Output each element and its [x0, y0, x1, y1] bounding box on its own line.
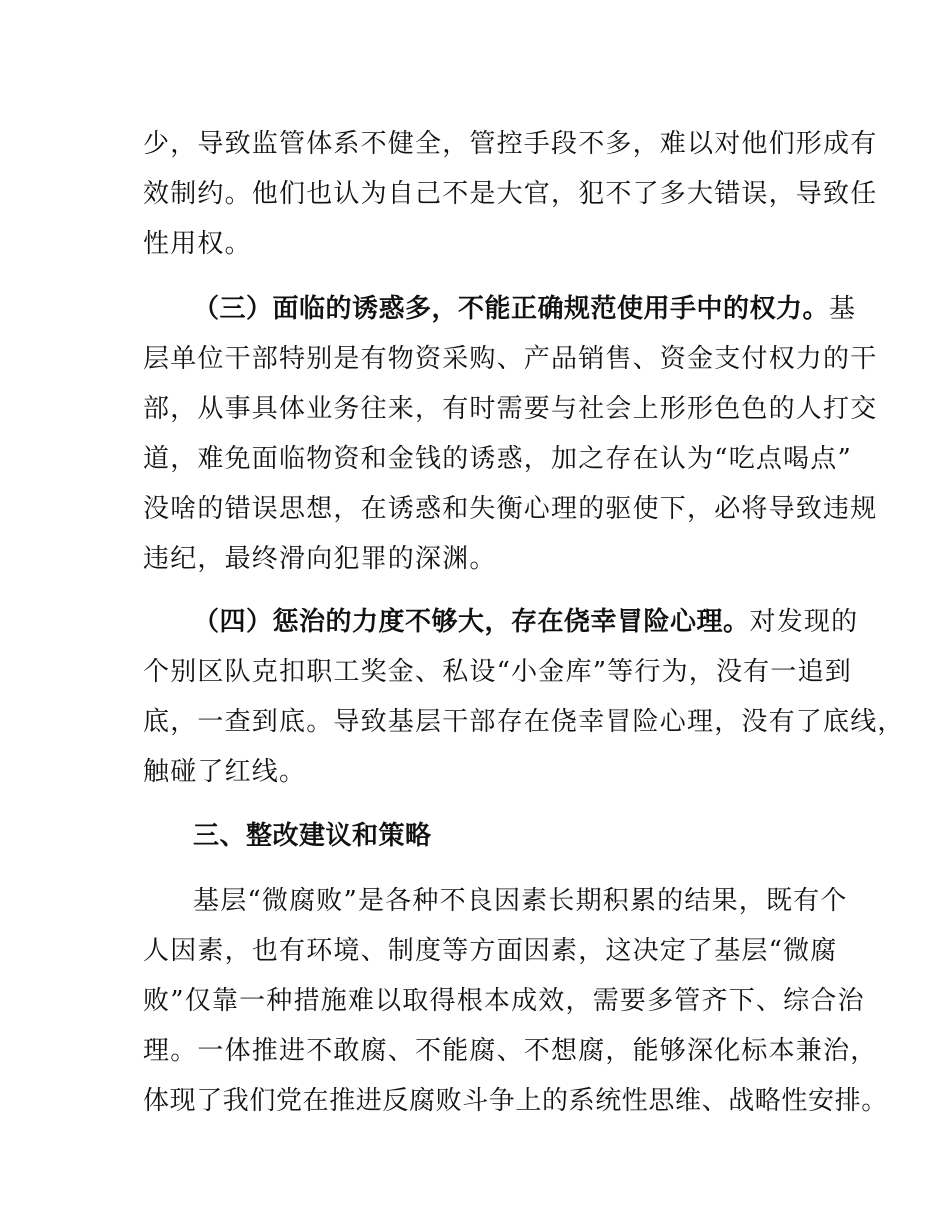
paragraph-1-line-1: 少，导致监管体系不健全，管控手段不多，难以对他们形成有	[143, 129, 878, 159]
paragraph-2-line-4: 道，难免面临物资和金钱的诱惑，加之存在认为“吃点喝点”	[143, 444, 852, 474]
paragraph-3-heading: （四）惩治的力度不够大，存在侥幸冒险心理。	[193, 607, 750, 637]
paragraph-3-line-4: 触碰了红线。	[143, 757, 307, 787]
paragraph-4-line-5: 体现了我们党在推进反腐败斗争上的系统性思维、战略性安排。	[143, 1086, 888, 1116]
paragraph-4-line-4: 理。一体推进不敢腐、不能腐、不想腐，能够深化标本兼治，	[143, 1036, 878, 1066]
paragraph-3-first-line-rest: 对发现的	[749, 607, 859, 637]
paragraph-4-line-1: 基层“微腐败”是各种不良因素长期积累的结果，既有个	[193, 886, 848, 916]
paragraph-3-line-3: 底，一查到底。导致基层干部存在侥幸冒险心理，没有了底线，	[143, 707, 905, 737]
section-heading: 三、整改建议和策略	[193, 821, 432, 851]
paragraph-4-line-2: 人因素，也有环境、制度等方面因素，这决定了基层“微腐	[143, 936, 838, 966]
paragraph-2-first-line-rest: 基	[829, 294, 857, 324]
paragraph-2-line-5: 没啥的错误思想，在诱惑和失衡心理的驱使下，必将导致违规	[143, 494, 878, 524]
paragraph-3-first-line	[193, 606, 858, 638]
paragraph-4-line-3: 败”仅靠一种措施难以取得根本成效，需要多管齐下、综合治	[143, 986, 865, 1016]
paragraph-1-line-2: 效制约。他们也认为自己不是大官，犯不了多大错误，导致任	[143, 179, 878, 209]
paragraph-2-heading: （三）面临的诱惑多，不能正确规范使用手中的权力。	[193, 294, 830, 324]
paragraph-1-line-3: 性用权。	[143, 229, 252, 259]
paragraph-2-line-2: 层单位干部特别是有物资采购、产品销售、资金支付权力的干	[143, 344, 878, 374]
paragraph-2-first-line	[193, 293, 856, 325]
paragraph-2-line-6: 违纪，最终滑向犯罪的深渊。	[143, 544, 497, 574]
paragraph-3-line-2: 个别区队克扣职工奖金、私设“小金库”等行为，没有一追到	[143, 657, 852, 687]
paragraph-2-line-3: 部，从事具体业务往来，有时需要与社会上形形色色的人打交	[143, 394, 878, 424]
